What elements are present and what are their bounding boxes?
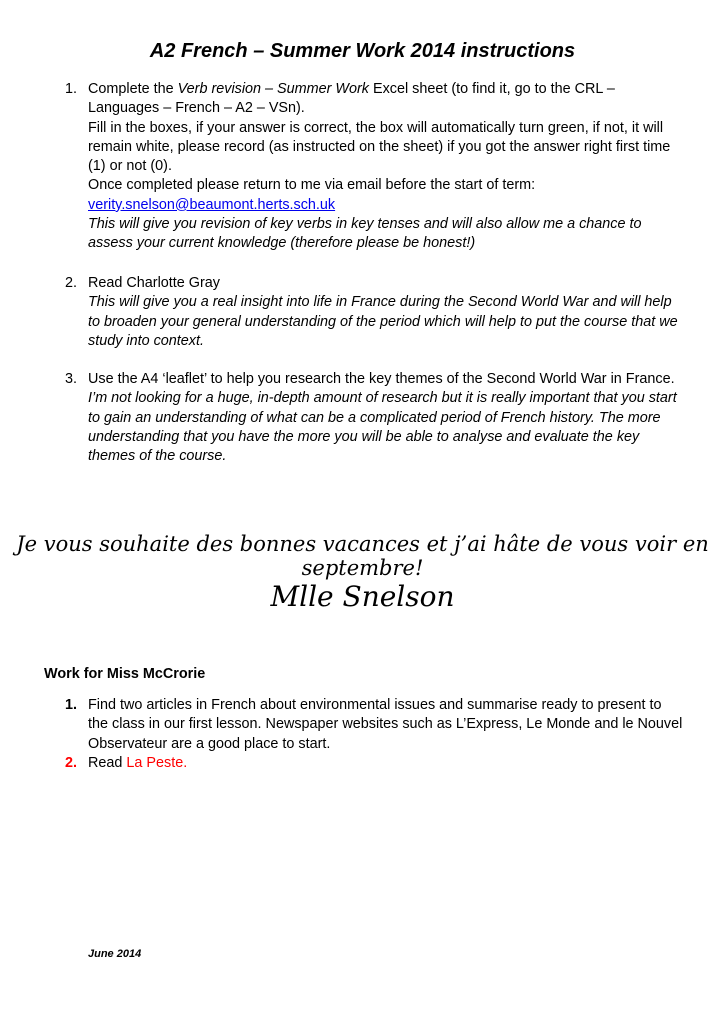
list-number: 3. bbox=[65, 371, 78, 387]
item-2-instruction: Read Charlotte Gray bbox=[88, 275, 220, 291]
signature: Mlle Snelson bbox=[270, 580, 455, 613]
list-number: 1. bbox=[65, 697, 78, 713]
list-item-1 bbox=[65, 80, 685, 254]
item-3-instruction: Use the A4 ‘leaflet’ to help you research the key themes of the Second World War in France. bbox=[88, 371, 675, 387]
book-title: La Peste. bbox=[126, 755, 188, 771]
section2-item-1 bbox=[65, 696, 685, 754]
list-item-2 bbox=[65, 274, 685, 351]
closing-message: Je vous souhaite des bonnes vacances et j’ai hâte de vous voir en septembre! bbox=[16, 532, 709, 580]
list-number: 2. bbox=[65, 275, 78, 291]
item-1-instruction: Complete the Verb revision – Summer Work Excel sheet (to find it, go to the CRL – Languages – French – A2 – VSn). bbox=[88, 81, 615, 117]
list-number: 1. bbox=[65, 81, 78, 97]
section2-item-1-text: Find two articles in French about environmental issues and summarise ready to present to the class in our first lesson. Newspaper websites such as L’Express, Le Monde and le Nouvel Observateur are a good place to start. bbox=[88, 697, 683, 752]
list-number: 2. bbox=[65, 755, 78, 771]
item-1-detail: Fill in the boxes, if your answer is correct, the box will automatically turn green, if not, it will remain white, please record (as instructed on the sheet) if you got the answer right first time (1) or not (0). bbox=[88, 119, 671, 175]
item-1-return-note: Once completed please return to me via email before the start of term: bbox=[88, 177, 536, 194]
section2-item-2-text: Read La Peste. bbox=[88, 755, 188, 771]
footer-date: June 2014 bbox=[88, 948, 142, 960]
section2-item-2 bbox=[65, 754, 685, 773]
item-3-note: I’m not looking for a huge, in-depth amount of research but it is really important that you start to gain an understanding of what can be a complicated period of French history. The more understanding that you have the more you will be able to analyse and evaluate the key themes of the course. bbox=[88, 390, 677, 465]
section-heading: Work for Miss McCrorie bbox=[44, 666, 206, 682]
item-2-note: This will give you a real insight into life in France during the Second World War and will help to broaden your general understanding of the period which will help to put the course that we study into context. bbox=[88, 294, 678, 349]
email-link[interactable]: verity.snelson@beaumont.herts.sch.uk bbox=[88, 196, 336, 213]
item-1-note: This will give you revision of key verbs in key tenses and will also allow me a chance to assess your current knowledge (therefore please be honest!) bbox=[88, 216, 642, 252]
list-item-3 bbox=[65, 370, 685, 466]
page-title: A2 French – Summer Work 2014 instructions bbox=[149, 40, 576, 62]
sheet-name: Verb revision – Summer Work bbox=[177, 81, 369, 97]
